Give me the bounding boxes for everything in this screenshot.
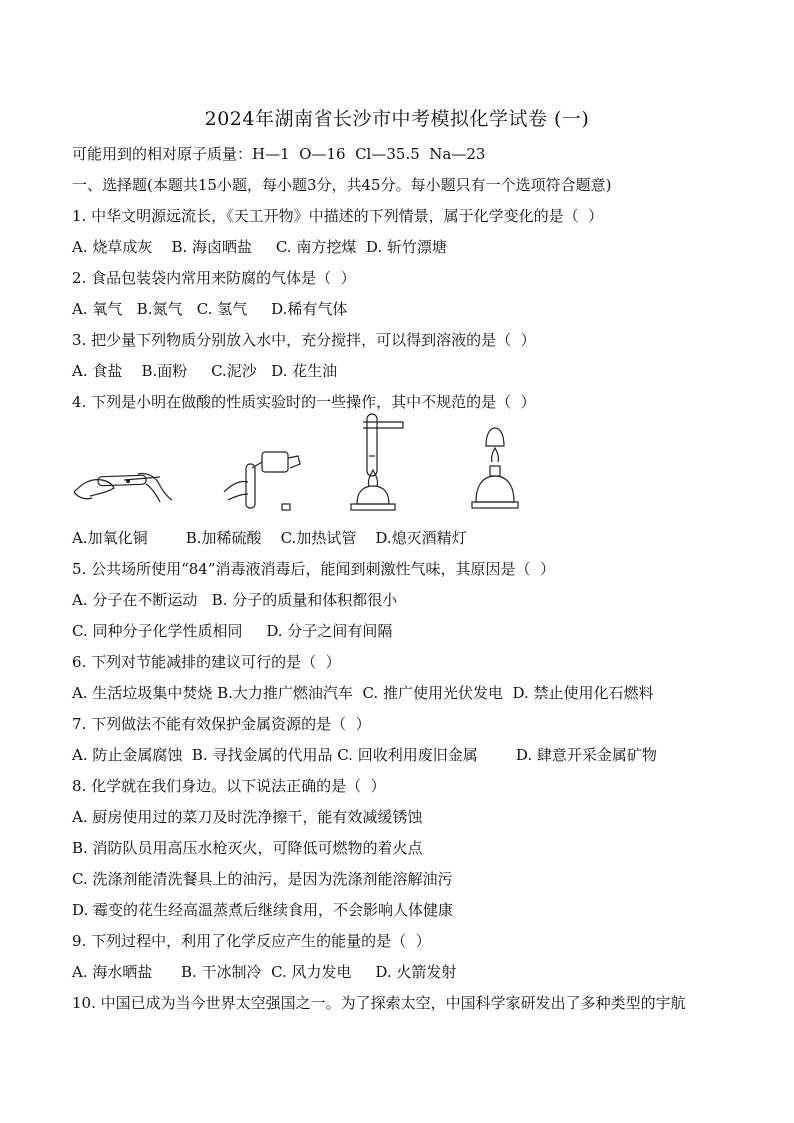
question-6-stem: 6. 下列对节能减排的建议可行的是（ ）: [72, 653, 341, 671]
question-8-option-a: A. 厨房使用过的菜刀及时洗净擦干，能有效减缓锈蚀: [72, 808, 423, 826]
page-title: 2024年湖南省长沙市中考模拟化学试卷 (一): [204, 108, 590, 130]
question-2-options: A. 氧气 B.氮气 C. 氢气 D.稀有气体: [72, 300, 348, 318]
question-6-options: A. 生活垃圾集中焚烧 B.大力推广燃油汽车 C. 推广使用光伏发电 D. 禁止使用化石燃料: [72, 684, 654, 702]
question-8-option-c: C. 洗涤剂能清洗餐具上的油污，是因为洗涤剂能溶解油污: [72, 870, 453, 888]
question-3-options: A. 食盐 B.面粉 C.泥沙 D. 花生油: [72, 362, 338, 380]
figure-b-add-dilute-sulfuric-acid: [218, 438, 308, 518]
atomic-mass-line: 可能用到的相对原子质量：H—1 O—16 Cl—35.5 Na—23: [72, 145, 486, 163]
figure-d-extinguish-alcohol-lamp: [460, 422, 530, 518]
question-8-option-d: D. 霉变的花生经高温蒸煮后继续食用，不会影响人体健康: [72, 901, 454, 919]
question-1-options: A. 烧草成灰 B. 海卤晒盐 C. 南方挖煤 D. 斩竹漂塘: [72, 238, 447, 256]
question-5-stem: 5. 公共场所使用“84”消毒液消毒后，能闻到刺激性气味，其原因是（ ）: [72, 560, 556, 578]
figure-a-add-copper-oxide: [68, 450, 178, 510]
question-4-options: A.加氧化铜 B.加稀硫酸 C.加热试管 D.熄灭酒精灯: [72, 529, 467, 547]
section-heading: 一、选择题(本题共15小题，每小题3分，共45分。每小题只有一个选项符合题意): [72, 176, 612, 194]
question-5-options-cd: C. 同种分子化学性质相同 D. 分子之间有间隔: [72, 622, 393, 640]
question-7-stem: 7. 下列做法不能有效保护金属资源的是（ ）: [72, 715, 371, 733]
question-7-options: A. 防止金属腐蚀 B. 寻找金属的代用品 C. 回收利用废旧金属 D. 肆意开采金属矿物: [72, 746, 657, 764]
question-4-stem: 4. 下列是小明在做酸的性质实验时的一些操作，其中不规范的是（ ）: [72, 393, 536, 411]
question-5-options-ab: A. 分子在不断运动 B. 分子的质量和体积都很小: [72, 591, 398, 609]
figure-c-heat-test-tube: [333, 408, 413, 520]
question-3-stem: 3. 把少量下列物质分别放入水中，充分搅拌，可以得到溶液的是（ ）: [72, 331, 536, 349]
question-9-stem: 9. 下列过程中，利用了化学反应产生的能量的是（ ）: [72, 932, 431, 950]
question-2-stem: 2. 食品包装袋内常用来防腐的气体是（ ）: [72, 269, 356, 287]
question-10-stem: 10. 中国已成为当今世界太空强国之一。为了探索太空，中国科学家研发出了多种类型的宇航: [72, 994, 686, 1012]
question-8-stem: 8. 化学就在我们身边。以下说法正确的是（ ）: [72, 777, 386, 795]
question-1-stem: 1. 中华文明源远流长，《天工开物》中描述的下列情景，属于化学变化的是（ ）: [72, 207, 604, 225]
question-8-option-b: B. 消防队员用高压水枪灭火，可降低可燃物的着火点: [72, 839, 423, 857]
question-4-figures: [68, 420, 748, 520]
question-9-options: A. 海水晒盐 B. 干冰制冷 C. 风力发电 D. 火箭发射: [72, 963, 457, 981]
